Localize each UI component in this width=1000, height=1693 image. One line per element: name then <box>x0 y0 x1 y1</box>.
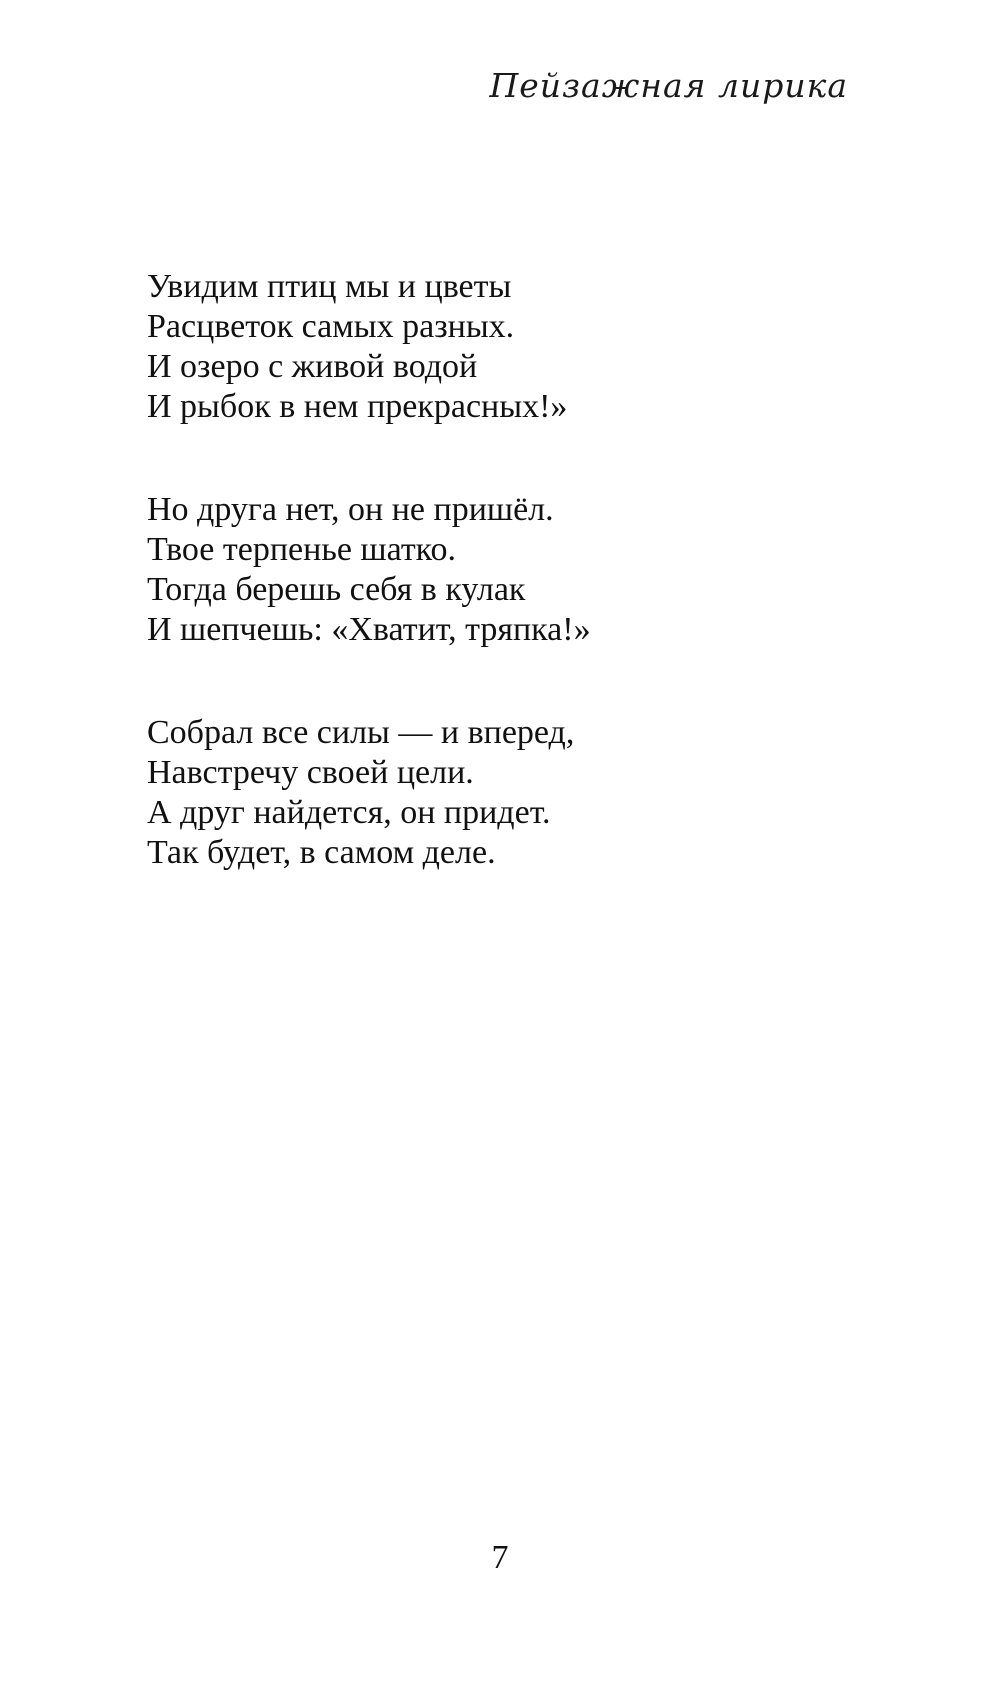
poem-line: Но друга нет, он не пришёл. <box>147 491 554 528</box>
poem-body <box>147 267 907 936</box>
stanza-1 <box>147 267 907 427</box>
poem-line: Твое терпенье шатко. <box>147 531 456 568</box>
poem-line: Расцветок самых разных. <box>147 308 515 345</box>
running-header-title: Пейзажная лирика <box>489 66 848 105</box>
stanza-3 <box>147 713 907 873</box>
poem-line: Так будет, в самом деле. <box>147 834 496 871</box>
poem-line: И шепчешь: «Хватит, тряпка!» <box>147 611 591 648</box>
stanza-2 <box>147 490 907 650</box>
page-number: 7 <box>491 1539 509 1576</box>
poem-line: И озеро с живой водой <box>147 348 478 385</box>
poem-line: Собрал все силы — и вперед, <box>147 714 575 751</box>
poem-line: А друг найдется, он придет. <box>147 794 551 831</box>
poem-line: И рыбок в нем прекрасных!» <box>147 388 568 425</box>
poem-line: Увидим птиц мы и цветы <box>147 268 512 305</box>
poem-line: Тогда берешь себя в кулак <box>147 571 526 608</box>
poem-line: Навстречу своей цели. <box>147 754 474 791</box>
